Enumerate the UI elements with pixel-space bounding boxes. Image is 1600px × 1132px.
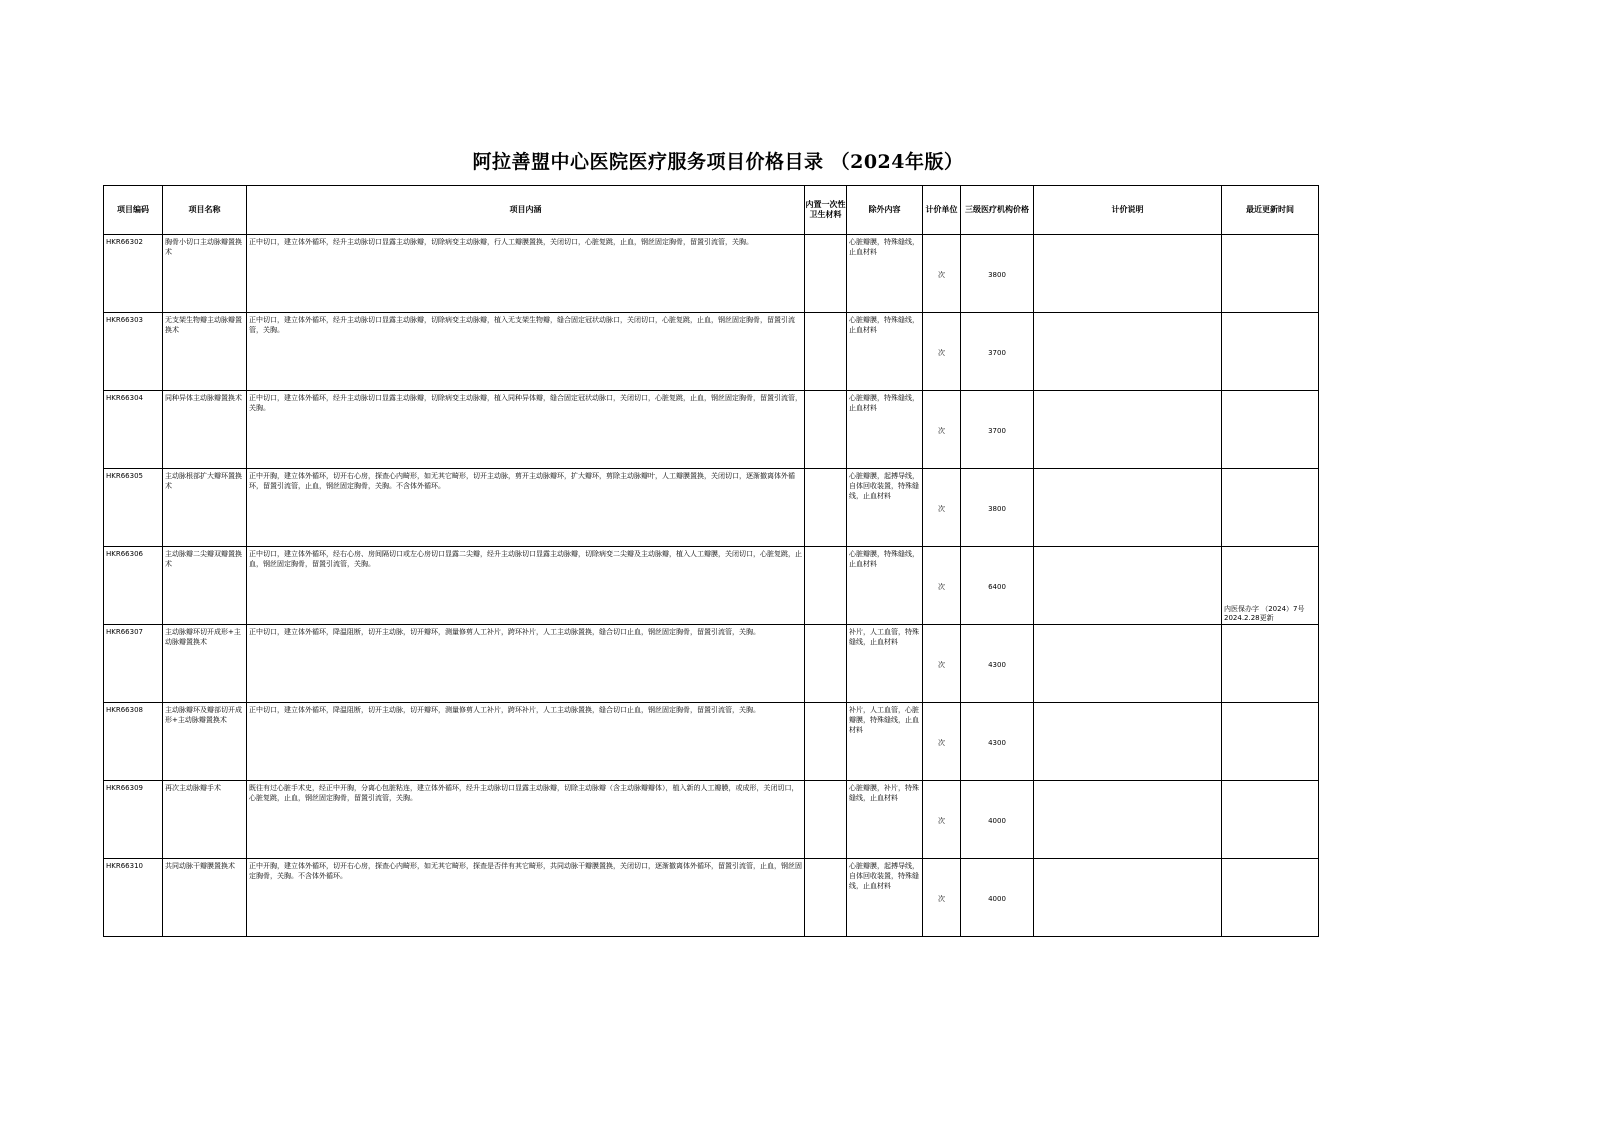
pricing-note-text	[1034, 703, 1221, 705]
cell-unit	[923, 703, 961, 781]
cell-update	[1222, 469, 1319, 547]
cell-name-text: 主动脉瓣环切开成形+主动脉瓣置换术	[165, 628, 241, 646]
pricing-note-text	[1034, 781, 1221, 783]
cell-price-text: 6400	[988, 582, 1006, 591]
cell-unit-text: 次	[938, 738, 945, 747]
cell-content	[247, 703, 805, 781]
cell-update	[1222, 235, 1319, 313]
cell-price-text: 4300	[988, 660, 1006, 669]
cell-code	[104, 235, 163, 313]
cell-unit-text: 次	[938, 660, 945, 669]
cell-code	[104, 625, 163, 703]
cell-name	[163, 703, 247, 781]
cell-name-text: 无支架生物瓣主动脉瓣置换术	[165, 316, 242, 334]
table-row	[104, 781, 1319, 859]
cell-consumables-text	[805, 469, 846, 471]
table-row	[104, 703, 1319, 781]
cell-unit	[923, 625, 961, 703]
header-content: 项目内涵	[247, 186, 805, 235]
table-row	[104, 859, 1319, 937]
cell-price	[961, 235, 1034, 313]
cell-name-text: 共同动脉干瓣膜置换术	[165, 862, 235, 870]
cell-unit-text: 次	[938, 348, 945, 357]
cell-name-text: 胸骨小切口主动脉瓣置换术	[165, 238, 242, 256]
cell-content	[247, 781, 805, 859]
cell-price-text: 4000	[988, 816, 1006, 825]
cell-unit	[923, 781, 961, 859]
cell-consumables	[805, 469, 847, 547]
header-code: 项目编码	[104, 186, 163, 235]
update-note-text	[1222, 935, 1318, 936]
cell-exclusions	[847, 469, 923, 547]
cell-price	[961, 391, 1034, 469]
price-table	[103, 185, 1319, 937]
cell-note	[1034, 469, 1222, 547]
cell-unit	[923, 235, 961, 313]
cell-unit	[923, 547, 961, 625]
cell-update	[1222, 547, 1319, 625]
table-row	[104, 625, 1319, 703]
cell-code	[104, 391, 163, 469]
cell-code-text: HKR66306	[106, 550, 143, 558]
cell-code-text: HKR66307	[106, 628, 143, 636]
cell-name	[163, 547, 247, 625]
header-note: 计价说明	[1034, 186, 1222, 235]
cell-content	[247, 235, 805, 313]
cell-content	[247, 391, 805, 469]
cell-name-text: 主动脉瓣环及瓣部切开成形+主动脉瓣置换术	[165, 706, 242, 724]
cell-code	[104, 547, 163, 625]
cell-update	[1222, 391, 1319, 469]
cell-price	[961, 859, 1034, 937]
cell-content	[247, 313, 805, 391]
cell-price	[961, 703, 1034, 781]
cell-exclusions	[847, 703, 923, 781]
cell-consumables	[805, 625, 847, 703]
cell-consumables-text	[805, 235, 846, 237]
cell-update	[1222, 859, 1319, 937]
cell-content	[247, 469, 805, 547]
cell-consumables	[805, 391, 847, 469]
header-consumables: 内置一次性卫生材料	[805, 186, 847, 235]
cell-exclusions-text: 心脏瓣膜，起搏导线，自体回收装置，特殊缝线，止血材料	[849, 862, 919, 890]
cell-update	[1222, 703, 1319, 781]
cell-exclusions-text: 心脏瓣膜，特殊缝线，止血材料	[849, 316, 919, 334]
cell-exclusions-text: 心脏瓣膜，起搏导线，自体回收装置，特殊缝线，止血材料	[849, 472, 919, 500]
cell-code	[104, 859, 163, 937]
cell-exclusions	[847, 235, 923, 313]
table-row	[104, 235, 1319, 313]
cell-consumables-text	[805, 625, 846, 627]
cell-unit	[923, 859, 961, 937]
cell-note	[1034, 313, 1222, 391]
cell-code-text: HKR66309	[106, 784, 143, 792]
pricing-note-text	[1034, 859, 1221, 861]
cell-unit	[923, 391, 961, 469]
cell-consumables	[805, 859, 847, 937]
update-note-text: 内医保办字 （2024）7号 2024.2.28更新	[1224, 605, 1305, 622]
cell-price	[961, 625, 1034, 703]
cell-exclusions-text: 心脏瓣膜，特殊缝线，止血材料	[849, 238, 919, 256]
cell-content-text: 正中切口，建立体外循环，经升主动脉切口显露主动脉瓣，切除病变主动脉瓣，行人工瓣膜置换，关闭切口，心脏复跳，止血，钢丝固定胸骨，留置引流管，关胸。	[249, 238, 753, 246]
cell-exclusions	[847, 391, 923, 469]
pricing-note-text	[1034, 469, 1221, 471]
table-body	[104, 235, 1319, 937]
cell-exclusions	[847, 859, 923, 937]
pricing-note-text	[1034, 625, 1221, 627]
cell-content	[247, 625, 805, 703]
cell-price-text: 4000	[988, 894, 1006, 903]
header-row	[104, 186, 1319, 235]
header-unit: 计价单位	[923, 186, 961, 235]
cell-content	[247, 859, 805, 937]
cell-code-text: HKR66303	[106, 316, 143, 324]
cell-exclusions	[847, 781, 923, 859]
cell-exclusions	[847, 625, 923, 703]
cell-content-text: 正中切口，建立体外循环，降温阻断，切开主动脉，切开瓣环，测量修剪人工补片，跨环补片，人工主动脉置换，缝合切口止血，钢丝固定胸骨，留置引流管，关胸。	[249, 706, 760, 714]
cell-consumables-text	[805, 547, 846, 549]
cell-consumables	[805, 313, 847, 391]
pricing-note-text	[1034, 391, 1221, 393]
cell-note	[1034, 391, 1222, 469]
cell-update	[1222, 313, 1319, 391]
table-row	[104, 391, 1319, 469]
cell-exclusions-text: 心脏瓣膜，补片，特殊缝线，止血材料	[849, 784, 919, 802]
cell-name	[163, 859, 247, 937]
cell-consumables-text	[805, 859, 846, 861]
cell-content-text: 正中切口，建立体外循环，经升主动脉切口显露主动脉瓣，切除病变主动脉瓣，植入同种异体瓣，缝合固定冠状动脉口，关闭切口，心脏复跳，止血，钢丝固定胸骨，留置引流管，关胸。	[249, 394, 802, 412]
header-update: 最近更新时间	[1222, 186, 1319, 235]
cell-unit-text: 次	[938, 582, 945, 591]
cell-price-text: 4300	[988, 738, 1006, 747]
cell-consumables-text	[805, 781, 846, 783]
cell-note	[1034, 703, 1222, 781]
table-row	[104, 547, 1319, 625]
page-title: 阿拉善盟中心医院医疗服务项目价格目录 （2024年版）	[472, 151, 964, 173]
cell-price	[961, 469, 1034, 547]
cell-name-text: 同种异体主动脉瓣置换术	[165, 394, 242, 402]
cell-name-text: 主动脉瓣二尖瓣双瓣置换术	[165, 550, 242, 568]
cell-code-text: HKR66305	[106, 472, 143, 480]
cell-exclusions-text: 补片，人工血管，心脏瓣膜，特殊缝线，止血材料	[849, 706, 919, 734]
cell-price-text: 3800	[988, 504, 1006, 513]
cell-name-text: 再次主动脉瓣手术	[165, 784, 221, 792]
cell-content-text: 正中切口，建立体外循环，经右心房、房间隔切口或左心房切口显露二尖瓣，经升主动脉切口显露主动脉瓣，切除病变二尖瓣及主动脉瓣，植入人工瓣膜，关闭切口，心脏复跳，止血，钢丝固定胸骨，留置引流管，关胸。	[249, 550, 802, 568]
cell-note	[1034, 547, 1222, 625]
cell-update	[1222, 781, 1319, 859]
cell-code-text: HKR66302	[106, 238, 143, 246]
cell-name	[163, 391, 247, 469]
cell-exclusions	[847, 547, 923, 625]
cell-content	[247, 547, 805, 625]
cell-note	[1034, 625, 1222, 703]
cell-unit-text: 次	[938, 894, 945, 903]
cell-exclusions-text: 心脏瓣膜，特殊缝线，止血材料	[849, 394, 919, 412]
cell-exclusions-text: 补片，人工血管，特殊缝线，止血材料	[849, 628, 919, 646]
table-row	[104, 313, 1319, 391]
cell-unit-text: 次	[938, 426, 945, 435]
cell-note	[1034, 235, 1222, 313]
cell-price-text: 3700	[988, 348, 1006, 357]
cell-content-text: 既往有过心脏手术史，经正中开胸，分离心包脏粘连，建立体外循环，经升主动脉切口显露主动脉瓣，切除主动脉瓣（含主动脉瓣瓣体），植入新的人工瓣膜，或成形，关闭切口，心脏复跳，止血，钢丝固定胸骨，留置引流管，关胸。	[249, 784, 799, 802]
cell-consumables	[805, 547, 847, 625]
cell-code-text: HKR66308	[106, 706, 143, 714]
cell-code	[104, 781, 163, 859]
cell-price-text: 3800	[988, 270, 1006, 279]
cell-update	[1222, 625, 1319, 703]
cell-consumables	[805, 781, 847, 859]
cell-unit-text: 次	[938, 504, 945, 513]
cell-consumables-text	[805, 391, 846, 393]
cell-price	[961, 781, 1034, 859]
cell-exclusions	[847, 313, 923, 391]
header-name: 项目名称	[163, 186, 247, 235]
cell-name	[163, 469, 247, 547]
cell-consumables	[805, 235, 847, 313]
cell-unit	[923, 313, 961, 391]
cell-exclusions-text: 心脏瓣膜，特殊缝线，止血材料	[849, 550, 919, 568]
cell-unit	[923, 469, 961, 547]
cell-code-text: HKR66310	[106, 862, 143, 870]
cell-unit-text: 次	[938, 816, 945, 825]
header-exclusions: 除外内容	[847, 186, 923, 235]
cell-code	[104, 469, 163, 547]
pricing-note-text	[1034, 547, 1221, 549]
cell-content-text: 正中开胸，建立体外循环，切开右心房，探查心内畸形，如无其它畸形，探查是否伴有其它畸形，共同动脉干瓣膜置换，关闭切口，逐渐撤离体外循环，留置引流管，止血，钢丝固定胸骨，关胸。不含体外循环。	[249, 862, 802, 880]
cell-code-text: HKR66304	[106, 394, 143, 402]
cell-consumables	[805, 703, 847, 781]
cell-note	[1034, 859, 1222, 937]
cell-content-text: 正中开胸，建立体外循环，切开右心房，探查心内畸形，如无其它畸形，切开主动脉，剪开主动脉瓣环，扩大瓣环，剪除主动脉瓣叶，人工瓣膜置换，关闭切口，逐渐撤离体外循环，留置引流管，止血，钢丝固定胸骨，关胸。不含体外循环。	[249, 472, 795, 490]
pricing-note-text	[1034, 313, 1221, 315]
cell-price	[961, 313, 1034, 391]
header-price: 三级医疗机构价格	[961, 186, 1034, 235]
cell-code	[104, 313, 163, 391]
cell-name-text: 主动脉根部扩大瓣环置换术	[165, 472, 242, 490]
cell-consumables-text	[805, 313, 846, 315]
cell-unit-text: 次	[938, 270, 945, 279]
cell-content-text: 正中切口，建立体外循环，降温阻断，切开主动脉，切开瓣环，测量修剪人工补片，跨环补片，人工主动脉置换，缝合切口止血，钢丝固定胸骨，留置引流管，关胸。	[249, 628, 760, 636]
cell-price	[961, 547, 1034, 625]
cell-consumables-text	[805, 703, 846, 705]
cell-code	[104, 703, 163, 781]
cell-name	[163, 313, 247, 391]
cell-note	[1034, 781, 1222, 859]
cell-name	[163, 625, 247, 703]
cell-name	[163, 235, 247, 313]
table-row	[104, 469, 1319, 547]
cell-name	[163, 781, 247, 859]
pricing-note-text	[1034, 235, 1221, 237]
cell-price-text: 3700	[988, 426, 1006, 435]
cell-content-text: 正中切口，建立体外循环，经升主动脉切口显露主动脉瓣，切除病变主动脉瓣，植入无支架生物瓣，缝合固定冠状动脉口，关闭切口，心脏复跳，止血，钢丝固定胸骨，留置引流管，关胸。	[249, 316, 795, 334]
